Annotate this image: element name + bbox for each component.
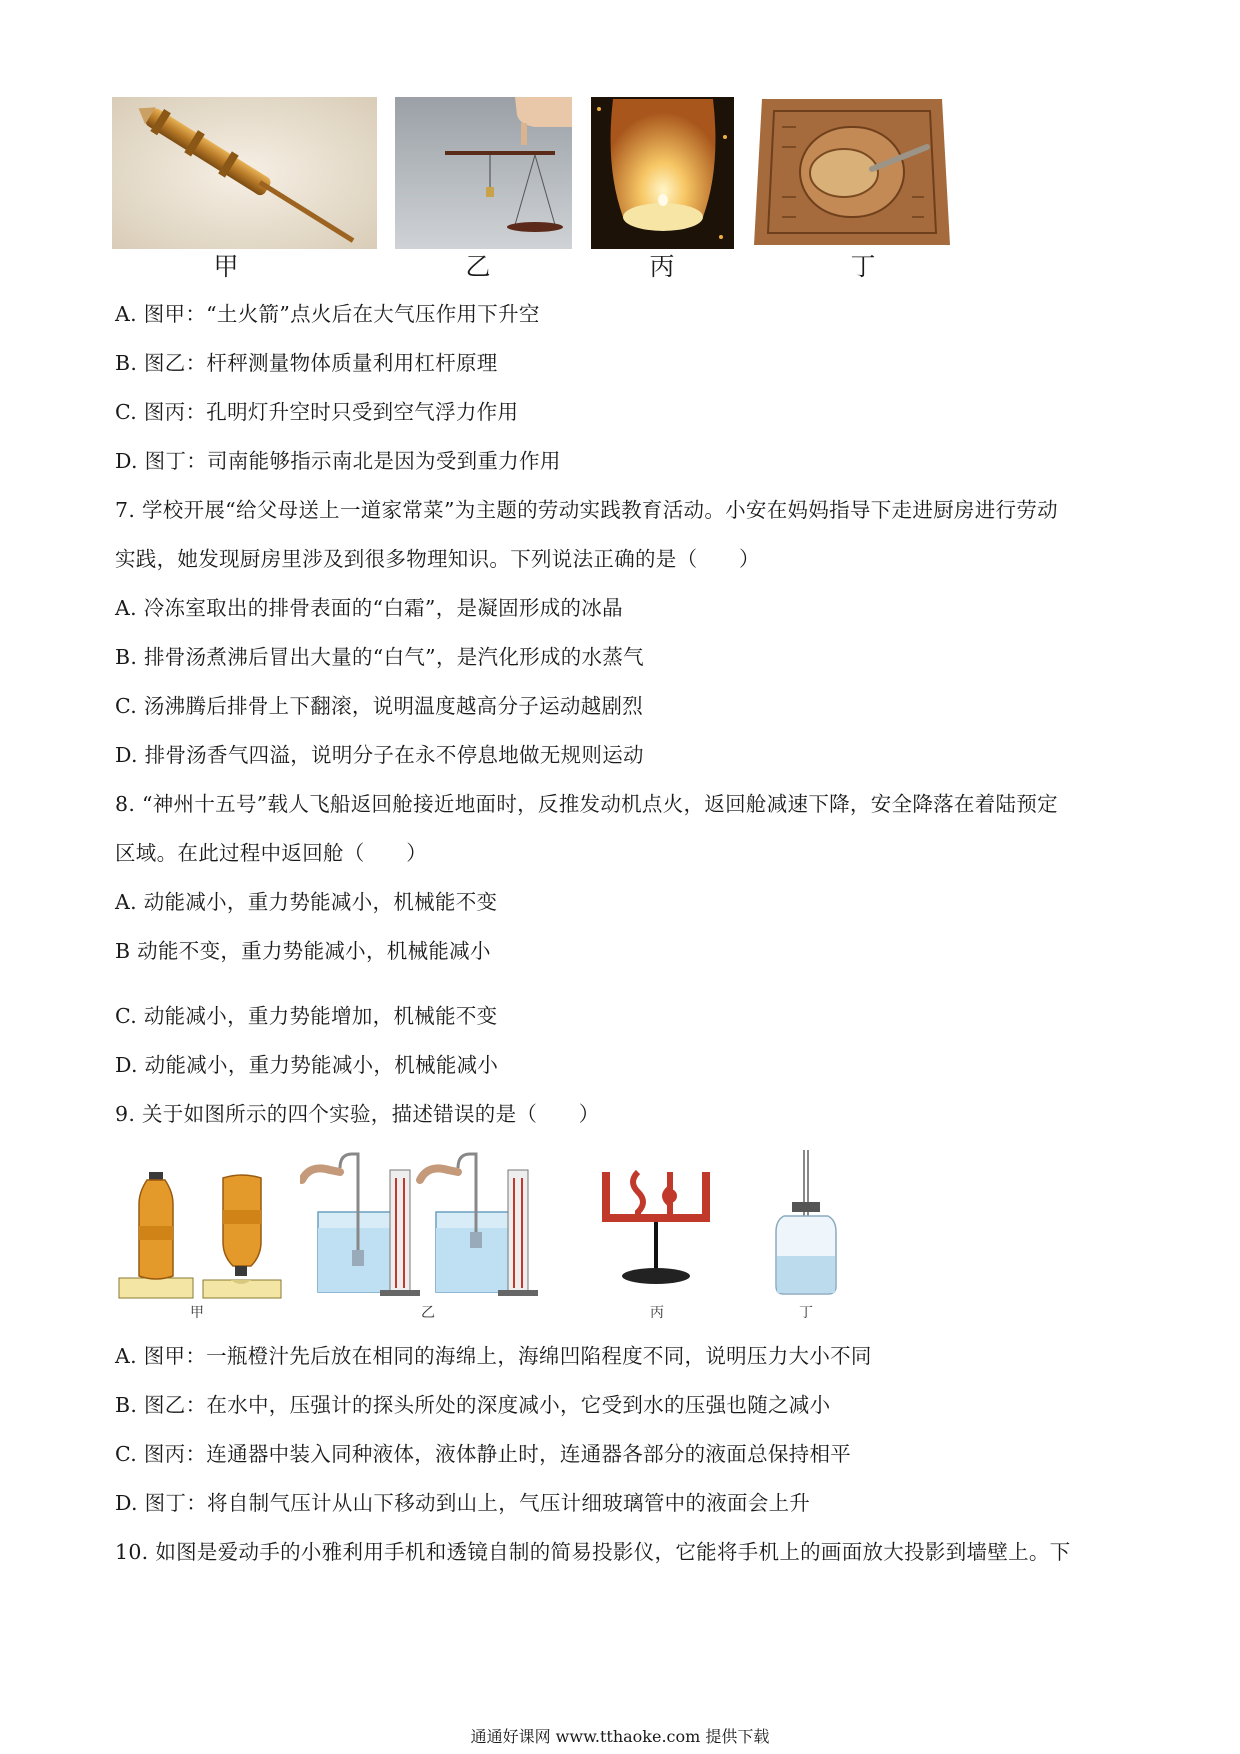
q9-option-d: D. 图丁：将自制气压计从山下移动到山上，气压计细玻璃管中的液面会上升 xyxy=(115,1491,811,1515)
q8-option-d: D. 动能减小，重力势能减小，机械能减小 xyxy=(115,1053,499,1077)
q9-option-b: B. 图乙：在水中，压强计的探头所处的深度减小，它受到水的压强也随之减小 xyxy=(115,1393,831,1417)
sinan-compass-photo xyxy=(752,97,952,249)
steelyard-photo xyxy=(395,97,572,249)
q8-stem-line2: 区域。在此过程中返回舱（ ） xyxy=(115,841,427,865)
q9-option-c: C. 图丙：连通器中装入同种液体，液体静止时，连通器各部分的液面总保持相平 xyxy=(115,1442,852,1466)
q6-option-d: D. 图丁：司南能够指示南北是因为受到重力作用 xyxy=(115,449,561,473)
figure-top-caption-yi: 乙 xyxy=(465,252,491,281)
figure-top-caption-ding: 丁 xyxy=(850,252,876,281)
sky-lantern-photo xyxy=(591,97,734,249)
pressure-gauge-illustration xyxy=(300,1150,540,1300)
q7-stem-line1: 7. 学校开展“给父母送上一道家常菜”为主题的劳动实践教育活动。小安在妈妈指导下走进厨房进行劳动 xyxy=(115,498,1058,522)
q7-option-d: D. 排骨汤香气四溢，说明分子在永不停息地做无规则运动 xyxy=(115,743,644,767)
q7-stem-line2: 实践，她发现厨房里涉及到很多物理知识。下列说法正确的是（ ） xyxy=(115,547,760,571)
q8-option-c: C. 动能减小，重力势能增加，机械能不变 xyxy=(115,1004,498,1028)
figure-q9-caption-yi: 乙 xyxy=(421,1305,435,1321)
homemade-barometer-illustration xyxy=(770,1148,840,1298)
figure-top-caption-jia: 甲 xyxy=(213,252,239,281)
q7-option-a: A. 冷冻室取出的排骨表面的“白霜”，是凝固形成的冰晶 xyxy=(115,596,623,620)
earth-rocket-photo xyxy=(112,97,377,249)
q8-option-b: B 动能不变，重力势能减小，机械能减小 xyxy=(115,939,491,963)
q9-stem: 9. 关于如图所示的四个实验，描述错误的是（ ） xyxy=(115,1102,600,1126)
q6-option-c: C. 图丙：孔明灯升空时只受到空气浮力作用 xyxy=(115,400,519,424)
q7-option-b: B. 排骨汤煮沸后冒出大量的“白气”，是汽化形成的水蒸气 xyxy=(115,645,644,669)
q7-option-c: C. 汤沸腾后排骨上下翻滚，说明温度越高分子运动越剧烈 xyxy=(115,694,644,718)
q10-stem-line1: 10. 如图是爱动手的小雅利用手机和透镜自制的简易投影仪，它能将手机上的画面放大投影到墙壁上。下 xyxy=(115,1540,1071,1564)
q8-option-a: A. 动能减小，重力势能减小，机械能不变 xyxy=(115,890,498,914)
q6-option-a: A. 图甲：“土火箭”点火后在大气压作用下升空 xyxy=(115,302,540,326)
q6-option-b: B. 图乙：杆秤测量物体质量利用杠杆原理 xyxy=(115,351,498,375)
q9-option-a: A. 图甲：一瓶橙汁先后放在相同的海绵上，海绵凹陷程度不同，说明压力大小不同 xyxy=(115,1344,872,1368)
figure-q9-caption-bing: 丙 xyxy=(650,1305,664,1321)
q8-stem-line1: 8. “神州十五号”载人飞船返回舱接近地面时，反推发动机点火，返回舱减速下降，安全降落在着陆预定 xyxy=(115,792,1058,816)
figure-top-caption-bing: 丙 xyxy=(649,252,675,281)
figure-q9-caption-ding: 丁 xyxy=(799,1305,813,1321)
page-footer: 通通好课网 www.tthaoke.com 提供下载 xyxy=(470,1727,770,1746)
bottle-sponge-illustration xyxy=(115,1170,285,1300)
figure-q9-caption-jia: 甲 xyxy=(190,1305,204,1321)
connected-vessels-illustration xyxy=(598,1168,714,1298)
